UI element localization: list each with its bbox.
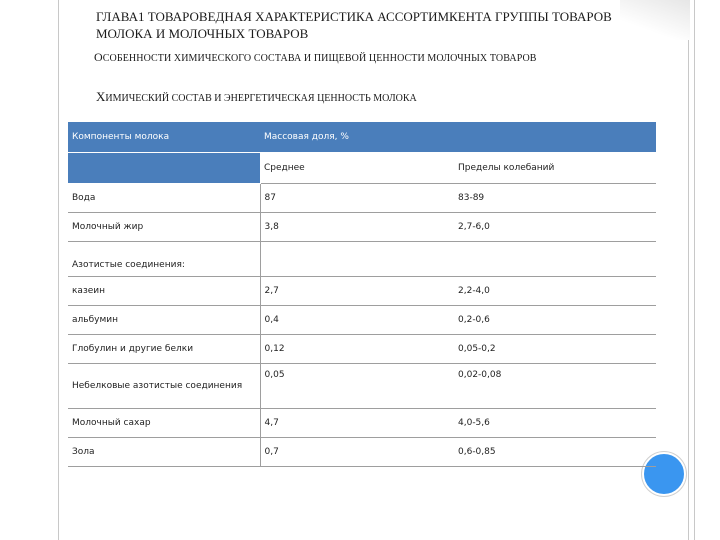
row-average: 0,12 [260,335,454,364]
row-range: 2,2-4,0 [454,277,656,306]
table-row [68,277,656,306]
section-title [94,48,654,68]
subsection-title-cap: Х [96,89,106,104]
row-name: альбумин [68,306,260,335]
table-row [68,184,656,213]
chapter-title: ГЛАВА1 ТОВАРОВЕДНАЯ ХАРАКТЕРИСТИКА АССОРТИМКЕНТА ГРУППЫ ТОВАРОВ МОЛОКА И МОЛОЧНЫХ ТОВАРОВ [96,9,612,41]
header-range: Пределы колебаний [454,153,656,184]
row-name: казеин [68,277,260,306]
subsection-title [96,88,656,107]
slide-border-right [688,0,695,540]
header-mass-fraction: Массовая доля, % [260,122,656,153]
row-name: Азотистые соединения: [68,242,260,277]
row-average: 0,05 [260,364,454,409]
header-components: Компоненты молока [68,122,260,153]
row-range: 0,6-0,85 [454,438,656,467]
row-name: Небелковые азотистые соединения [68,364,260,409]
table-subheader-row [68,153,656,184]
row-name: Глобулин и другие белки [68,335,260,364]
row-average: 4,7 [260,409,454,438]
table-row [68,364,656,409]
section-title-rest: СОБЕННОСТИ ХИМИЧЕСКОГО СОСТАВА И ПИЩЕВОЙ ЦЕННОСТИ МОЛОЧНЫХ ТОВАРОВ [102,53,537,64]
row-range: 0,05-0,2 [454,335,656,364]
header-average: Среднее [260,153,454,184]
table-row [68,306,656,335]
row-range: 83-89 [454,184,656,213]
table-row [68,213,656,242]
row-name: Молочный сахар [68,409,260,438]
table-header-row [68,122,656,153]
row-name: Зола [68,438,260,467]
row-range: 4,0-5,6 [454,409,656,438]
row-range: 0,2-0,6 [454,306,656,335]
row-average [260,242,454,277]
row-average: 0,4 [260,306,454,335]
table-row [68,409,656,438]
section-title-cap: О [94,50,103,64]
row-name: Вода [68,184,260,213]
table-row [68,335,656,364]
table-section-row [68,242,656,277]
table-row [68,438,656,467]
row-range: 0,02-0,08 [454,364,656,409]
row-range: 2,7-6,0 [454,213,656,242]
row-name: Молочный жир [68,213,260,242]
slide-border-left [58,0,59,540]
row-average: 3,8 [260,213,454,242]
row-average: 2,7 [260,277,454,306]
row-average: 0,7 [260,438,454,467]
row-average: 87 [260,184,454,213]
milk-composition-table [68,122,656,467]
header-blank-cell [68,153,260,184]
row-range [454,242,656,277]
subsection-title-rest: ИМИЧЕСКИЙ СОСТАВ И ЭНЕРГЕТИЧЕСКАЯ ЦЕННОСТЬ МОЛОКА [105,93,417,104]
